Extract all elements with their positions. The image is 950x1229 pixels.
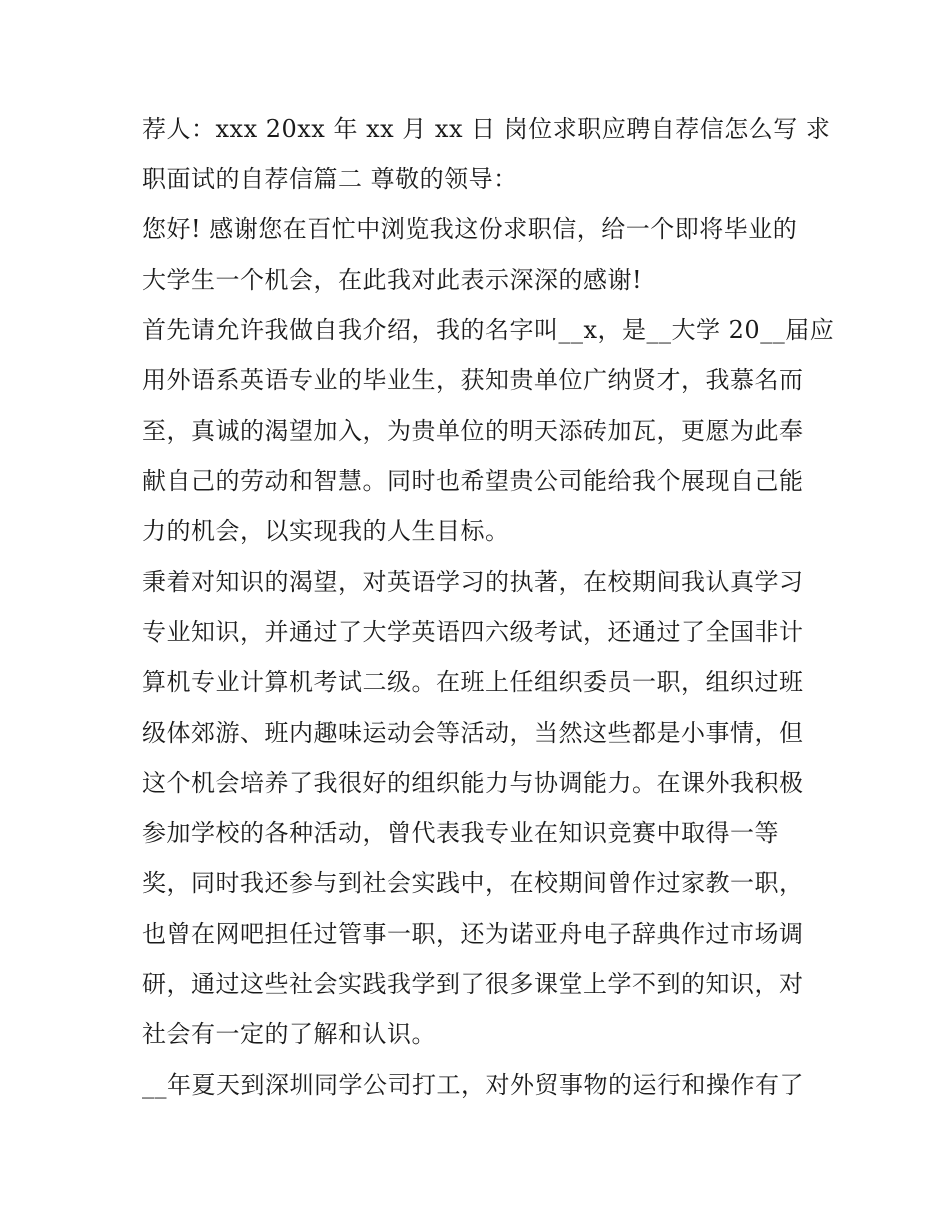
- text-line: 力的机会，以实现我的人生目标。: [142, 517, 510, 545]
- text-line: 荐人：xxx 20xx 年 xx 月 xx 日 岗位求职应聘自荐信怎么写 求: [142, 115, 831, 143]
- text-line: 奖，同时我还参与到社会实践中，在校期间曾作过家教一职，: [142, 869, 804, 897]
- text-line: 职面试的自荐信篇二 尊敬的领导：: [142, 165, 518, 193]
- text-line: 您好! 感谢您在百忙中浏览我这份求职信，给一个即将毕业的: [142, 215, 798, 243]
- text-line: 参加学校的各种活动，曾代表我专业在知识竞赛中取得一等: [142, 819, 779, 847]
- text-line: __年夏天到深圳同学公司打工，对外贸事物的运行和操作有了: [142, 1071, 804, 1099]
- text-line: 级体郊游、班内趣味运动会等活动，当然这些都是小事情，但: [142, 719, 804, 747]
- text-line: 首先请允许我做自我介绍，我的名字叫__x，是__大学 20__届应: [142, 316, 835, 344]
- text-line: 秉着对知识的渴望，对英语学习的执著，在校期间我认真学习: [142, 568, 804, 596]
- text-line: 大学生一个机会，在此我对此表示深深的感谢!: [142, 266, 643, 294]
- text-line: 也曾在网吧担任过管事一职，还为诺亚舟电子辞典作过市场调: [142, 920, 804, 948]
- text-line: 研，通过这些社会实践我学到了很多课堂上学不到的知识，对: [142, 970, 804, 998]
- text-line: 至，真诚的渴望加入，为贵单位的明天添砖加瓦，更愿为此奉: [142, 417, 804, 445]
- text-line: 用外语系英语专业的毕业生，获知贵单位广纳贤才，我慕名而: [142, 366, 804, 394]
- text-line: 这个机会培养了我很好的组织能力与协调能力。在课外我积极: [142, 769, 804, 797]
- text-line: 献自己的劳动和智慧。同时也希望贵公司能给我个展现自己能: [142, 467, 804, 495]
- text-line: 算机专业计算机考试二级。在班上任组织委员一职，组织过班: [142, 668, 804, 696]
- text-line: 专业知识，并通过了大学英语四六级考试，还通过了全国非计: [142, 618, 804, 646]
- text-line: 社会有一定的了解和认识。: [142, 1020, 436, 1048]
